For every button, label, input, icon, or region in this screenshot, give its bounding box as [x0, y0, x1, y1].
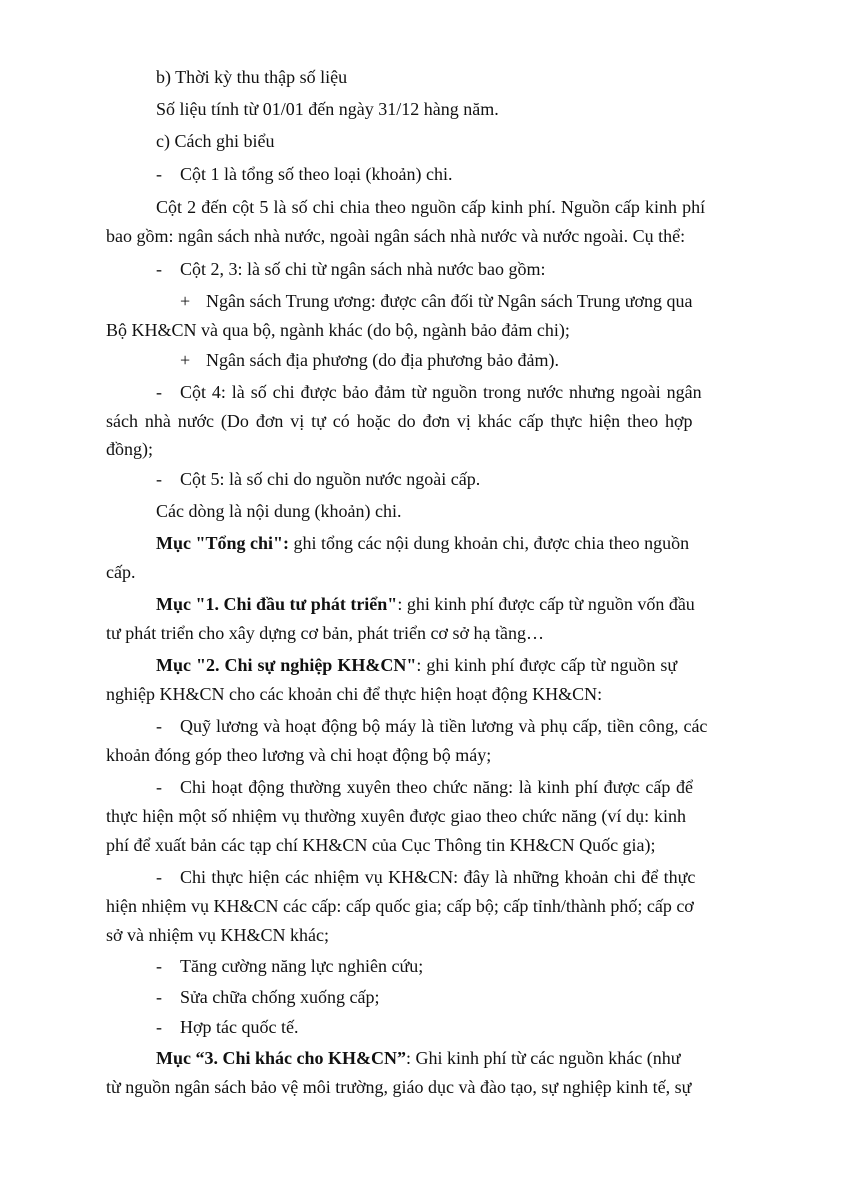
list-item: [156, 955, 423, 977]
list-item-text: Cột 5: là số chi do nguồn nước ngoài cấp.: [180, 469, 481, 489]
list-item: [156, 776, 693, 798]
list-item-text: Hợp tác quốc tế.: [180, 1017, 299, 1037]
dash-bullet: -: [156, 956, 162, 976]
sub-list-item-text: Ngân sách địa phương (do địa phương bảo đảm).: [206, 350, 559, 370]
heading-data-period: b) Thời kỳ thu thập số liệu: [156, 67, 348, 87]
dash-bullet: -: [156, 164, 162, 184]
paragraph-line: [156, 1047, 680, 1069]
section-label: Mục "1. Chi đầu tư phát triển": [156, 594, 398, 614]
paragraph-line: đồng);: [106, 439, 153, 459]
list-item: [156, 866, 695, 888]
section-label: Mục “3. Chi khác cho KH&CN”: [156, 1048, 407, 1068]
plus-bullet: +: [180, 350, 191, 370]
paragraph-line: thực hiện một số nhiệm vụ thường xuyên được giao theo chức năng (ví dụ: kinh: [106, 806, 686, 826]
list-item: [156, 986, 379, 1008]
list-item-text: Cột 1 là tổng số theo loại (khoản) chi.: [180, 164, 453, 184]
paragraph-line: cấp.: [106, 562, 136, 582]
paragraph-text: : ghi kinh phí được cấp từ nguồn sự: [416, 655, 678, 675]
sub-list-item: [180, 349, 559, 371]
plus-bullet: +: [180, 291, 191, 311]
paragraph-line: hiện nhiệm vụ KH&CN các cấp: cấp quốc gia; cấp bộ; cấp tỉnh/thành phố; cấp cơ: [106, 896, 694, 916]
list-item-text: Cột 2, 3: là số chi từ ngân sách nhà nước bao gồm:: [180, 259, 546, 279]
paragraph-text: ghi tổng các nội dung khoản chi, được chia theo nguồn: [289, 533, 690, 553]
paragraph-line: nghiệp KH&CN cho các khoản chi để thực hiện hoạt động KH&CN:: [106, 684, 603, 704]
list-item-text: Chi hoạt động thường xuyên theo chức năng: là kinh phí được cấp để: [180, 777, 694, 797]
list-item: [156, 258, 545, 280]
list-item-text: Chi thực hiện các nhiệm vụ KH&CN: đây là những khoản chi để thực: [180, 867, 696, 887]
list-item-text: Cột 4: là số chi được bảo đảm từ nguồn trong nước nhưng ngoài ngân: [180, 382, 702, 402]
paragraph-text: : ghi kinh phí được cấp từ nguồn vốn đầu: [397, 594, 695, 614]
paragraph-line: từ nguồn ngân sách bảo vệ môi trường, giáo dục và đào tạo, sự nghiệp kinh tế, sự: [106, 1077, 692, 1097]
list-item-text: Tăng cường năng lực nghiên cứu;: [180, 956, 424, 976]
paragraph-line: bao gồm: ngân sách nhà nước, ngoài ngân sách nhà nước và nước ngoài. Cụ thể:: [106, 226, 686, 246]
dash-bullet: -: [156, 716, 162, 736]
paragraph-line: Số liệu tính từ 01/01 đến ngày 31/12 hàng năm.: [156, 99, 499, 119]
list-item-text: Sửa chữa chống xuống cấp;: [180, 987, 380, 1007]
list-item-text: Quỹ lương và hoạt động bộ máy là tiền lương và phụ cấp, tiền công, các: [180, 716, 708, 736]
dash-bullet: -: [156, 987, 162, 1007]
dash-bullet: -: [156, 867, 162, 887]
list-item: [156, 1016, 298, 1038]
paragraph-line: sở và nhiệm vụ KH&CN khác;: [106, 925, 329, 945]
list-item: [156, 163, 452, 185]
list-item: [156, 715, 707, 737]
list-item: [156, 468, 480, 490]
paragraph-line: Cột 2 đến cột 5 là số chi chia theo nguồn cấp kinh phí. Nguồn cấp kinh phí: [156, 197, 706, 217]
paragraph-line: tư phát triển cho xây dựng cơ bản, phát triển cơ sở hạ tầng…: [106, 623, 544, 643]
dash-bullet: -: [156, 1017, 162, 1037]
heading-how-to-fill: c) Cách ghi biểu: [156, 131, 275, 151]
paragraph-line: Bộ KH&CN và qua bộ, ngành khác (do bộ, ngành bảo đảm chi);: [106, 320, 570, 340]
section-label: Mục "2. Chi sự nghiệp KH&CN": [156, 655, 417, 675]
section-label: Mục "Tổng chi":: [156, 533, 289, 553]
dash-bullet: -: [156, 259, 162, 279]
paragraph-text: : Ghi kinh phí từ các nguồn khác (như: [406, 1048, 681, 1068]
paragraph-line: [156, 593, 695, 615]
paragraph-line: phí để xuất bản các tạp chí KH&CN của Cục Thông tin KH&CN Quốc gia);: [106, 835, 656, 855]
paragraph-line: [156, 532, 689, 554]
paragraph-line: [156, 654, 677, 676]
dash-bullet: -: [156, 382, 162, 402]
paragraph-line: Các dòng là nội dung (khoản) chi.: [156, 501, 402, 521]
paragraph-line: khoản đóng góp theo lương và chi hoạt động bộ máy;: [106, 745, 492, 765]
sub-list-item-text: Ngân sách Trung ương: được cân đối từ Ngân sách Trung ương qua: [206, 291, 693, 311]
paragraph-line: sách nhà nước (Do đơn vị tự có hoặc do đơn vị khác cấp thực hiện theo hợp: [106, 411, 693, 431]
sub-list-item: [180, 290, 693, 312]
dash-bullet: -: [156, 777, 162, 797]
dash-bullet: -: [156, 469, 162, 489]
list-item: [156, 381, 702, 403]
